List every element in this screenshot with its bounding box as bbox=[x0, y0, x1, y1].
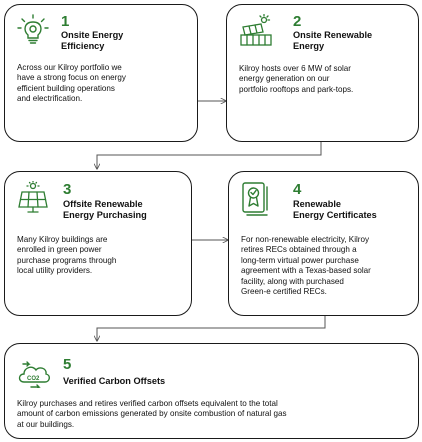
card-title: Onsite Energy Efficiency bbox=[61, 30, 124, 51]
card-number: 4 bbox=[293, 181, 302, 198]
card-title: Renewable Energy Certificates bbox=[293, 199, 377, 220]
card-description: Many Kilroy buildings are enrolled in green power purchase programs through local utility providers. bbox=[17, 235, 117, 276]
solar-panel-sun-icon bbox=[17, 181, 49, 218]
card-description: Kilroy hosts over 6 MW of solar energy generation on our portfolio rooftops and park-tops. bbox=[239, 64, 354, 94]
arrow-2-to-3 bbox=[97, 142, 321, 169]
arrow-4-to-5 bbox=[97, 315, 325, 341]
card-description: Kilroy purchases and retires verified carbon offsets equivalent to the total amount of carbon emissions generated by onsite combustion of natural gas at our buildings. bbox=[17, 399, 287, 429]
card-title: Onsite Renewable Energy bbox=[293, 30, 373, 51]
card-number: 5 bbox=[63, 356, 72, 373]
card-onsite-renewable-energy bbox=[226, 4, 419, 142]
card-description: Across our Kilroy portfolio we have a strong focus on energy efficient building operations and electrification. bbox=[17, 63, 126, 104]
rooftop-solar-icon bbox=[239, 14, 275, 51]
card-verified-carbon-offsets bbox=[4, 343, 419, 439]
card-number: 1 bbox=[61, 13, 70, 30]
card-number: 2 bbox=[293, 13, 302, 30]
card-title: Verified Carbon Offsets bbox=[63, 376, 166, 386]
card-number: 3 bbox=[63, 181, 72, 198]
card-offsite-renewable-energy-purchasing bbox=[4, 171, 192, 316]
card-renewable-energy-certificates bbox=[228, 171, 419, 316]
svg-text:CO2: CO2 bbox=[27, 376, 40, 382]
card-onsite-energy-efficiency bbox=[4, 4, 198, 142]
card-description: For non-renewable electricity, Kilroy retires RECs obtained through a long-term virtual power purchase agreement with a Texas-based solar facility, along with purchased Green-e certified RECs. bbox=[241, 235, 371, 297]
card-title: Offsite Renewable Energy Purchasing bbox=[63, 199, 147, 220]
lightbulb-gear-icon bbox=[17, 14, 49, 49]
carbon-cloud-icon bbox=[17, 360, 51, 393]
certificate-icon bbox=[242, 182, 270, 221]
